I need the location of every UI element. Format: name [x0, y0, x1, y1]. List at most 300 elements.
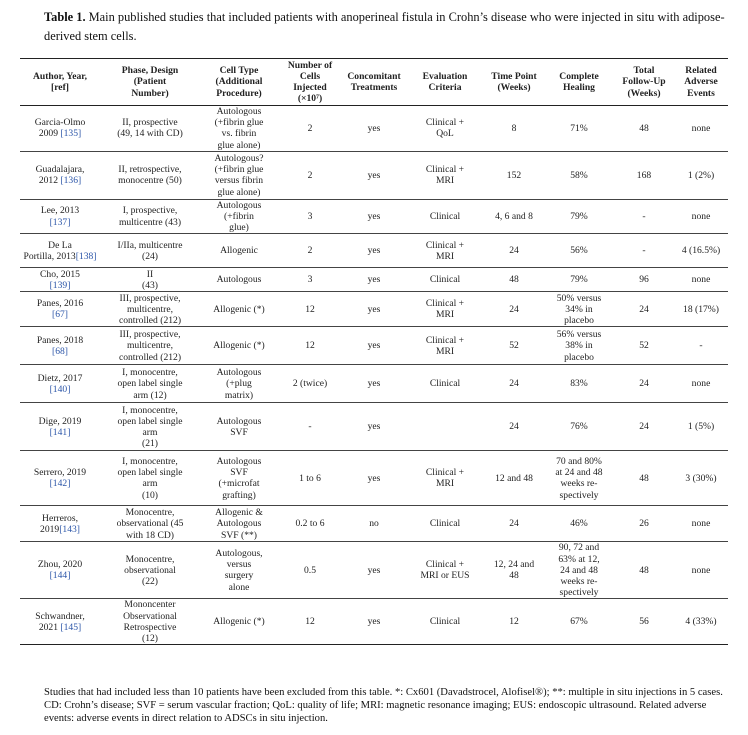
- evaluation-criteria-line: Clinical: [429, 616, 461, 628]
- phase-design-line: (22): [142, 576, 158, 588]
- related-adverse-events-line: 3 (30%): [685, 472, 717, 484]
- complete-healing-line: 79%: [570, 211, 588, 223]
- author-line: Guadalajara,: [35, 164, 85, 176]
- reference-link[interactable]: [141]: [49, 426, 71, 438]
- cell-cells-injected: [278, 106, 342, 152]
- cell-time-point: [484, 506, 544, 542]
- reference-link[interactable]: [137]: [49, 216, 71, 228]
- cell-type-line: Allogenic (*): [213, 616, 265, 628]
- reference-link[interactable]: [145]: [60, 621, 82, 633]
- phase-design-line: II: [146, 268, 154, 280]
- evaluation-criteria-line: MRI: [435, 175, 455, 187]
- related-adverse-events-line: 4 (33%): [685, 616, 717, 628]
- phase-design-line: (43): [142, 279, 158, 291]
- header-line: (×10⁷): [297, 93, 323, 105]
- col-author-year: [20, 59, 100, 106]
- cell-time-point: [484, 292, 544, 327]
- col-cell-type: [200, 59, 278, 106]
- complete-healing-line: at 24 and 48: [555, 467, 603, 479]
- cell-related-adverse-events: [674, 292, 728, 327]
- time-point-line: 24: [509, 303, 519, 315]
- col-cells-injected: [278, 59, 342, 106]
- cell-type-line: Allogenic: [220, 245, 258, 257]
- cell-cells-injected: [278, 365, 342, 403]
- phase-design-line: arm: [142, 478, 158, 490]
- reference-link[interactable]: [143]: [59, 523, 80, 535]
- cell-evaluation-criteria: [406, 292, 484, 327]
- cell-time-point: [484, 365, 544, 403]
- total-follow-up-line: 24: [639, 378, 649, 390]
- related-adverse-events-line: none: [691, 274, 711, 286]
- time-point-line: 12 and 48: [495, 472, 533, 484]
- cells-injected-line: 2: [307, 122, 313, 134]
- cell-cell-type: [200, 292, 278, 327]
- cell-related-adverse-events: [674, 234, 728, 268]
- cell-time-point: [484, 327, 544, 365]
- author-line: Garcia-Olmo: [34, 117, 86, 129]
- cell-time-point: [484, 106, 544, 152]
- cell-related-adverse-events: [674, 365, 728, 403]
- cell-type-line: (+microfat: [218, 478, 260, 490]
- cell-related-adverse-events: [674, 199, 728, 234]
- author-line: 2021: [38, 621, 61, 633]
- total-follow-up-line: 48: [639, 564, 649, 576]
- cell-related-adverse-events: [674, 327, 728, 365]
- cell-type-line: (+fibrin: [224, 211, 254, 223]
- header-line: Phase, Design: [121, 65, 179, 77]
- cell-cell-type: [200, 365, 278, 403]
- header-line: Criteria: [428, 82, 462, 93]
- related-adverse-events-line: none: [691, 564, 711, 576]
- cells-injected-line: 2 (twice): [292, 378, 328, 390]
- cell-type-line: Autologous: [216, 106, 262, 117]
- cell-author-year: [20, 106, 100, 152]
- cell-time-point: [484, 268, 544, 292]
- cell-evaluation-criteria: [406, 151, 484, 199]
- cells-injected-line: 2: [307, 169, 313, 181]
- reference-link[interactable]: [135]: [60, 128, 82, 140]
- cell-total-follow-up: [614, 365, 674, 403]
- cell-cell-type: [200, 106, 278, 152]
- author-line: Lee, 2013: [40, 205, 80, 217]
- header-line: Concomitant: [347, 70, 401, 82]
- header-line: Adverse: [684, 76, 718, 88]
- cell-type-line: Allogenic (*): [213, 340, 265, 352]
- reference-link[interactable]: [138]: [75, 250, 97, 262]
- complete-healing-line: placebo: [564, 315, 594, 327]
- cell-cell-type: [200, 199, 278, 234]
- complete-healing-line: 38% in: [565, 340, 593, 352]
- cell-concomitant-treatments: [342, 599, 406, 645]
- col-complete-healing: [544, 59, 614, 106]
- cell-complete-healing: [544, 451, 614, 506]
- cell-evaluation-criteria: [406, 599, 484, 645]
- cell-concomitant-treatments: [342, 234, 406, 268]
- cell-complete-healing: [544, 599, 614, 645]
- cell-cell-type: [200, 451, 278, 506]
- total-follow-up-line: 96: [639, 274, 649, 286]
- complete-healing-line: 24 and 48: [560, 564, 598, 576]
- related-adverse-events-line: 4 (16.5%): [681, 245, 721, 257]
- table-row: [20, 451, 728, 506]
- header-line: Events: [687, 87, 715, 99]
- cell-type-line: Autologous: [216, 367, 262, 379]
- cells-injected-line: 0.5: [304, 564, 316, 576]
- evaluation-criteria-line: QoL: [436, 128, 454, 140]
- cell-evaluation-criteria: [406, 365, 484, 403]
- table-footnote: Studies that had included less than 10 patients have been excluded from this table. *: Cx601 (Davadstrocel, Alofisel®); **: multiple in situ injections in 5 cases. CD: Crohn’s disease; SVF = serum vascular fraction; QoL: quality of life; MRI: magnetic resonance imaging; EUS: endoscopic ultrasound. Related adverse events: adverse events in direct relation to ADSCs in situ injection.: [44, 687, 723, 725]
- time-point-line: 48: [509, 570, 519, 582]
- cell-author-year: [20, 451, 100, 506]
- header-line: Number of: [287, 59, 333, 71]
- phase-design-line: multicentre,: [126, 303, 174, 315]
- cell-type-line: Autologous,: [215, 548, 263, 560]
- cell-complete-healing: [544, 292, 614, 327]
- cell-type-line: Autologous: [216, 274, 262, 286]
- table-row: [20, 234, 728, 268]
- col-phase-design: [100, 59, 200, 106]
- table-row: [20, 365, 728, 403]
- cell-type-line: (+plug: [226, 378, 252, 390]
- cell-concomitant-treatments: [342, 151, 406, 199]
- cell-concomitant-treatments: [342, 506, 406, 542]
- cell-type-line: (+fibrin glue: [214, 117, 264, 129]
- cell-concomitant-treatments: [342, 199, 406, 234]
- cell-evaluation-criteria: [406, 451, 484, 506]
- cell-complete-healing: [544, 151, 614, 199]
- cell-phase-design: [100, 542, 200, 599]
- cell-total-follow-up: [614, 268, 674, 292]
- cell-total-follow-up: [614, 151, 674, 199]
- concomitant-treatments-line: yes: [367, 274, 381, 286]
- cell-cells-injected: [278, 403, 342, 451]
- cell-type-line: grafting): [222, 489, 256, 501]
- cells-injected-line: 12: [305, 303, 315, 315]
- evaluation-criteria-line: MRI: [435, 345, 455, 357]
- cell-cells-injected: [278, 599, 342, 645]
- evaluation-criteria-line: Clinical +: [425, 334, 465, 346]
- cell-phase-design: [100, 506, 200, 542]
- cells-injected-line: -: [308, 421, 312, 433]
- cells-injected-line: 12: [305, 616, 315, 628]
- related-adverse-events-line: 18 (17%): [683, 303, 719, 315]
- header-line: Cells: [299, 70, 321, 82]
- phase-design-line: arm (12): [133, 389, 167, 401]
- related-adverse-events-line: none: [691, 378, 711, 390]
- phase-design-line: (24): [142, 250, 158, 262]
- cell-cells-injected: [278, 292, 342, 327]
- cell-type-line: Autologous: [216, 415, 262, 427]
- col-time-point: [484, 59, 544, 106]
- total-follow-up-line: 26: [639, 518, 649, 530]
- phase-design-line: I, monocentre,: [122, 456, 178, 468]
- time-point-line: 4, 6 and 8: [495, 211, 533, 223]
- cell-author-year: [20, 365, 100, 403]
- time-point-line: 24: [509, 378, 519, 390]
- cell-time-point: [484, 199, 544, 234]
- cell-evaluation-criteria: [406, 268, 484, 292]
- related-adverse-events-line: 1 (2%): [687, 169, 715, 181]
- table-row: [20, 292, 728, 327]
- phase-design-line: I, monocentre,: [122, 404, 178, 416]
- phase-design-line: open label single: [117, 467, 183, 479]
- time-point-line: 152: [506, 169, 522, 181]
- header-line: Injected: [293, 82, 327, 93]
- total-follow-up-line: 24: [639, 421, 649, 433]
- cell-cell-type: [200, 506, 278, 542]
- phase-design-line: controlled (212): [118, 351, 182, 363]
- evaluation-criteria-line: Clinical: [429, 518, 461, 530]
- total-follow-up-line: -: [642, 245, 646, 257]
- concomitant-treatments-line: yes: [367, 472, 381, 484]
- header-line: Follow-Up: [622, 76, 666, 88]
- phase-design-line: Monocentre,: [125, 507, 175, 519]
- cell-related-adverse-events: [674, 451, 728, 506]
- author-line: De La: [48, 239, 72, 251]
- cell-evaluation-criteria: [406, 542, 484, 599]
- phase-design-line: (21): [142, 438, 158, 450]
- author-line: Panes, 2018: [36, 334, 84, 346]
- time-point-line: 12, 24 and: [493, 559, 535, 571]
- cell-cell-type: [200, 268, 278, 292]
- concomitant-treatments-line: yes: [367, 340, 381, 352]
- related-adverse-events-line: 1 (5%): [687, 421, 715, 433]
- col-total-follow-up: [614, 59, 674, 106]
- header-line: Author, Year,: [32, 70, 88, 82]
- phase-design-line: controlled (212): [118, 315, 182, 327]
- cell-phase-design: [100, 327, 200, 365]
- reference-link[interactable]: [142]: [49, 478, 71, 490]
- cell-evaluation-criteria: [406, 506, 484, 542]
- cell-concomitant-treatments: [342, 451, 406, 506]
- header-line: Number): [131, 87, 169, 99]
- header-line: (Additional: [215, 76, 263, 88]
- table-row: [20, 599, 728, 645]
- cell-concomitant-treatments: [342, 542, 406, 599]
- author-line: 2019: [40, 523, 60, 535]
- cell-type-line: SVF: [230, 426, 248, 438]
- complete-healing-line: 76%: [570, 421, 588, 433]
- cell-author-year: [20, 506, 100, 542]
- cell-type-line: Autologous: [216, 199, 262, 211]
- phase-design-line: open label single: [117, 378, 183, 390]
- author-line: Dietz, 2017: [37, 372, 83, 384]
- cell-type-line: matrix): [224, 389, 254, 401]
- author-line: Cho, 2015: [40, 268, 80, 280]
- evaluation-criteria-line: Clinical +: [425, 559, 465, 571]
- complete-healing-line: placebo: [564, 351, 594, 363]
- cell-phase-design: [100, 451, 200, 506]
- cell-total-follow-up: [614, 106, 674, 152]
- cell-type-line: Autologous: [216, 518, 262, 530]
- cell-phase-design: [100, 403, 200, 451]
- cell-type-line: Autologous: [216, 456, 262, 468]
- cell-complete-healing: [544, 106, 614, 152]
- complete-healing-line: 34% in: [565, 303, 593, 315]
- concomitant-treatments-line: no: [369, 518, 379, 530]
- concomitant-treatments-line: yes: [367, 378, 381, 390]
- evaluation-criteria-line: Clinical: [429, 378, 461, 390]
- cell-phase-design: [100, 106, 200, 152]
- header-line: Treatments: [350, 82, 398, 93]
- cell-author-year: [20, 292, 100, 327]
- cell-complete-healing: [544, 199, 614, 234]
- complete-healing-line: weeks re-: [560, 478, 598, 490]
- cell-related-adverse-events: [674, 599, 728, 645]
- table-label: Table 1.: [44, 10, 86, 24]
- cell-cells-injected: [278, 327, 342, 365]
- author-line: Dige, 2019: [38, 415, 82, 427]
- header-line: Healing: [563, 82, 595, 93]
- cell-type-line: glue alone): [217, 139, 261, 151]
- complete-healing-line: 56% versus: [556, 329, 602, 341]
- cell-concomitant-treatments: [342, 365, 406, 403]
- cell-type-line: glue): [229, 222, 249, 234]
- phase-design-line: multicentre (43): [118, 216, 182, 228]
- cell-evaluation-criteria: [406, 403, 484, 451]
- total-follow-up-line: 168: [636, 169, 652, 181]
- cell-concomitant-treatments: [342, 106, 406, 152]
- author-line: Panes, 2016: [36, 298, 84, 310]
- cell-author-year: [20, 327, 100, 365]
- concomitant-treatments-line: yes: [367, 616, 381, 628]
- cell-related-adverse-events: [674, 268, 728, 292]
- phase-design-line: monocentre (50): [118, 175, 182, 187]
- cell-phase-design: [100, 599, 200, 645]
- author-line: Schwandner,: [35, 610, 85, 622]
- cell-cell-type: [200, 234, 278, 268]
- total-follow-up-line: 24: [639, 303, 649, 315]
- header-line: [ref]: [51, 82, 69, 93]
- cell-cells-injected: [278, 542, 342, 599]
- header-line: (Weeks): [627, 87, 661, 99]
- concomitant-treatments-line: yes: [367, 211, 381, 223]
- complete-healing-line: 67%: [570, 616, 588, 628]
- phase-design-line: Observational: [123, 610, 177, 622]
- cell-type-line: (+fibrin glue: [214, 164, 264, 176]
- reference-link[interactable]: [68]: [52, 345, 68, 357]
- concomitant-treatments-line: yes: [367, 421, 381, 433]
- time-point-line: 24: [509, 245, 519, 257]
- cell-concomitant-treatments: [342, 268, 406, 292]
- time-point-line: 12: [509, 616, 519, 628]
- evaluation-criteria-line: MRI: [435, 250, 455, 262]
- phase-design-line: Monocentre,: [125, 553, 175, 565]
- phase-design-line: (10): [142, 489, 158, 501]
- concomitant-treatments-line: yes: [367, 564, 381, 576]
- cell-author-year: [20, 403, 100, 451]
- reference-link[interactable]: [140]: [49, 383, 71, 395]
- header-line: Procedure): [216, 87, 262, 99]
- phase-design-line: (12): [142, 633, 158, 645]
- cell-author-year: [20, 599, 100, 645]
- cell-evaluation-criteria: [406, 327, 484, 365]
- studies-table: [20, 58, 728, 645]
- author-line: Portilla, 2013: [23, 250, 76, 262]
- complete-healing-line: 83%: [570, 378, 588, 390]
- cell-author-year: [20, 234, 100, 268]
- cell-type-line: SVF: [230, 467, 248, 479]
- phase-design-line: observational: [124, 564, 176, 576]
- time-point-line: 24: [509, 518, 519, 530]
- complete-healing-line: 90, 72 and: [558, 542, 600, 554]
- cell-type-line: Allogenic (*): [213, 303, 265, 315]
- cells-injected-line: 3: [307, 274, 313, 286]
- phase-design-line: III, prospective,: [119, 329, 181, 341]
- cells-injected-line: 1 to 6: [299, 472, 321, 484]
- phase-design-line: with 18 CD): [126, 529, 174, 541]
- cells-injected-line: 0.2 to 6: [295, 518, 325, 530]
- concomitant-treatments-line: yes: [367, 245, 381, 257]
- cell-type-line: vs. fibrin: [221, 128, 257, 140]
- cell-author-year: [20, 199, 100, 234]
- complete-healing-line: 71%: [570, 122, 588, 134]
- table-row: [20, 151, 728, 199]
- table-row: [20, 327, 728, 365]
- author-line: 2012: [38, 175, 61, 187]
- table-caption: [44, 8, 734, 46]
- cell-phase-design: [100, 199, 200, 234]
- cell-time-point: [484, 234, 544, 268]
- phase-design-line: observational (45: [116, 518, 184, 530]
- time-point-line: 24: [509, 421, 519, 433]
- cell-phase-design: [100, 234, 200, 268]
- phase-design-line: II, prospective: [122, 117, 178, 129]
- evaluation-criteria-line: Clinical +: [425, 117, 465, 129]
- cell-author-year: [20, 151, 100, 199]
- total-follow-up-line: 48: [639, 472, 649, 484]
- complete-healing-line: 58%: [570, 169, 588, 181]
- cell-time-point: [484, 151, 544, 199]
- reference-link[interactable]: [139]: [49, 279, 71, 291]
- cell-concomitant-treatments: [342, 403, 406, 451]
- table-row: [20, 106, 728, 152]
- cell-concomitant-treatments: [342, 292, 406, 327]
- cell-cells-injected: [278, 151, 342, 199]
- header-line: Complete: [559, 70, 599, 82]
- complete-healing-line: 79%: [570, 274, 588, 286]
- cell-type-line: Autologous?: [214, 152, 264, 164]
- phase-design-line: I, monocentre,: [122, 367, 178, 379]
- author-line: Zhou, 2020: [37, 559, 83, 571]
- cell-cell-type: [200, 151, 278, 199]
- cell-total-follow-up: [614, 234, 674, 268]
- phase-design-line: II, retrospective,: [118, 164, 182, 176]
- header-line: Related: [685, 65, 717, 77]
- phase-design-line: III, prospective,: [119, 292, 181, 304]
- complete-healing-line: spectively: [559, 489, 599, 501]
- table-row: [20, 268, 728, 292]
- col-related-adverse-events: [674, 59, 728, 106]
- cell-cell-type: [200, 403, 278, 451]
- reference-link[interactable]: [136]: [60, 175, 82, 187]
- cell-phase-design: [100, 268, 200, 292]
- caption-text: Main published studies that included patients with anoperineal fistula in Crohn’s disease who were injected in situ with adipose-derived stem cells.: [44, 10, 725, 43]
- table-row: [20, 199, 728, 234]
- cell-cells-injected: [278, 451, 342, 506]
- cell-total-follow-up: [614, 542, 674, 599]
- reference-link[interactable]: [67]: [52, 309, 68, 321]
- cell-complete-healing: [544, 403, 614, 451]
- reference-link[interactable]: [144]: [49, 570, 71, 582]
- author-line: Serrero, 2019: [33, 467, 87, 479]
- cells-injected-line: 2: [307, 245, 313, 257]
- cell-complete-healing: [544, 365, 614, 403]
- table-body: [20, 106, 728, 645]
- cell-type-line: SVF (**): [221, 529, 257, 541]
- header-line: (Patient: [133, 76, 167, 88]
- evaluation-criteria-line: MRI or EUS: [420, 570, 470, 582]
